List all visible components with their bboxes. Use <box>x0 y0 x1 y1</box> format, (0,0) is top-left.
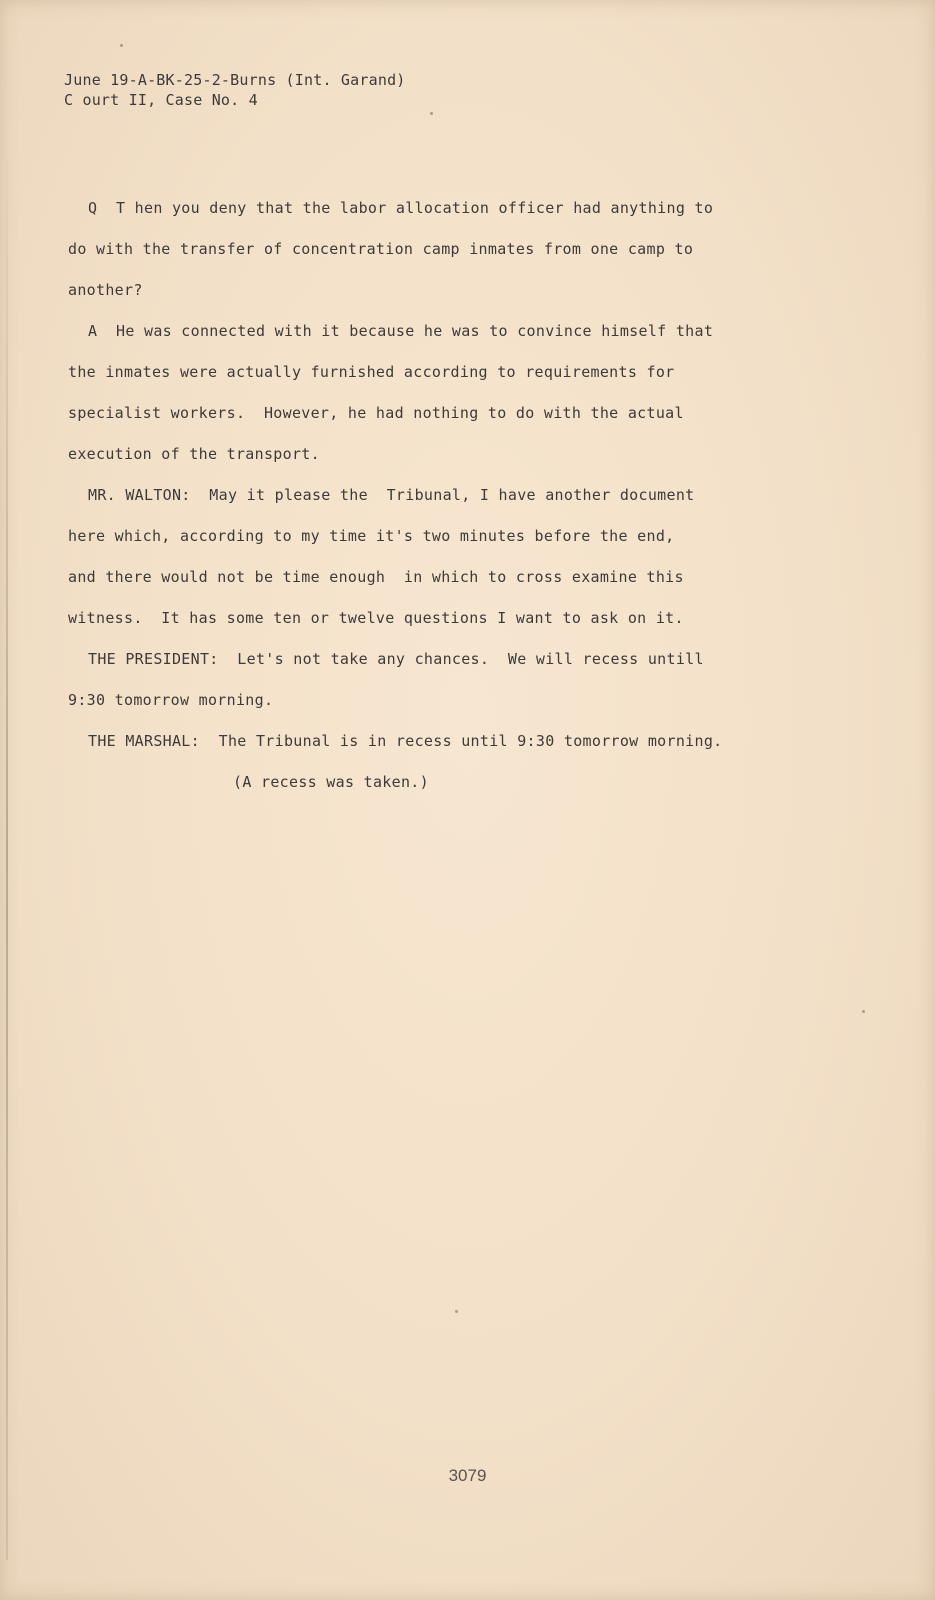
answer-paragraph <box>68 311 868 475</box>
transcript-line: the inmates were actually furnished according to requirements for <box>68 363 675 381</box>
walton-statement <box>68 475 868 639</box>
page-number: 3079 <box>448 1466 487 1485</box>
recess-note-text: (A recess was taken.) <box>233 773 429 791</box>
header-case-reference: June 19-A-BK-25-2-Burns (Int. Garand) <box>64 71 406 89</box>
transcript-line: THE PRESIDENT: Let's not take any chances. We will recess untill <box>88 650 704 668</box>
transcript-line: witness. It has some ten or twelve questions I want to ask on it. <box>68 609 684 627</box>
recess-note <box>68 762 868 803</box>
transcript-line: THE MARSHAL: The Tribunal is in recess until 9:30 tomorrow morning. <box>88 732 723 750</box>
question-paragraph <box>68 188 868 311</box>
president-statement <box>68 639 868 721</box>
transcript-line: here which, according to my time it's two minutes before the end, <box>68 527 675 545</box>
transcript-line: Q T hen you deny that the labor allocation officer had anything to <box>88 199 714 217</box>
document-header <box>64 70 406 110</box>
marshal-statement <box>68 721 868 762</box>
paper-speck <box>862 1010 865 1013</box>
paper-speck <box>455 1310 458 1313</box>
transcript-line: another? <box>68 281 143 299</box>
paper-speck <box>430 112 433 115</box>
transcript-body <box>68 188 868 803</box>
transcript-line: and there would not be time enough in which to cross examine this <box>68 568 684 586</box>
transcript-line: specialist workers. However, he had nothing to do with the actual <box>68 404 684 422</box>
transcript-line: do with the transfer of concentration camp inmates from one camp to <box>68 240 694 258</box>
transcript-line: A He was connected with it because he was to convince himself that <box>88 322 714 340</box>
paper-speck <box>120 44 123 47</box>
transcript-line: execution of the transport. <box>68 445 320 463</box>
header-court-case: C ourt II, Case No. 4 <box>64 91 258 109</box>
transcript-line: MR. WALTON: May it please the Tribunal, I have another document <box>88 486 695 504</box>
transcript-line: 9:30 tomorrow morning. <box>68 691 274 709</box>
